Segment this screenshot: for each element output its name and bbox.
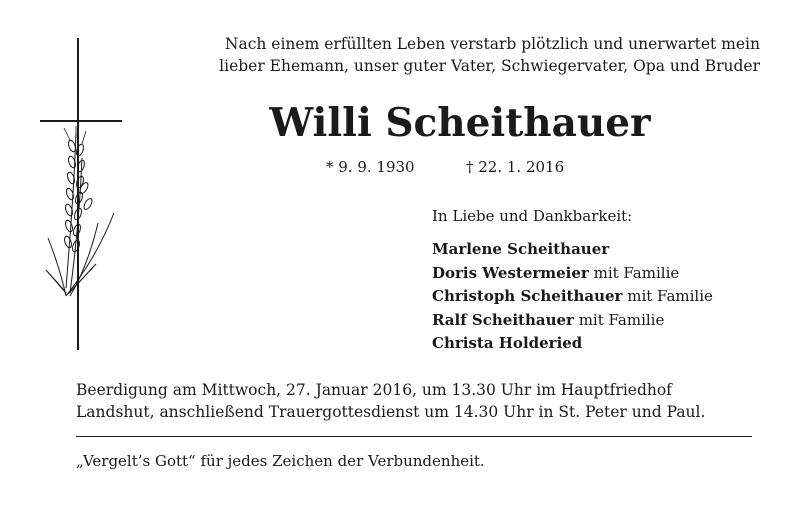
death-date: † 22. 1. 2016	[466, 158, 565, 176]
mourners-list	[432, 238, 713, 356]
funeral-line: Landshut, anschließend Trauergottesdienst um 14.30 Uhr in St. Peter und Paul.	[76, 403, 706, 421]
mourner-entry	[432, 238, 713, 262]
intro-text	[150, 33, 760, 77]
cross-with-wheat-icon	[36, 38, 126, 354]
mourner-entry	[432, 332, 713, 356]
funeral-details	[76, 379, 752, 423]
divider	[76, 436, 752, 437]
mourner-entry	[432, 309, 713, 333]
deceased-name: Willi Scheithauer	[269, 100, 651, 146]
mourner-suffix: mit Familie	[622, 287, 713, 305]
mourner-entry	[432, 285, 713, 309]
mourner-name: Marlene Scheithauer	[432, 240, 610, 258]
mourner-name: Christoph Scheithauer	[432, 287, 623, 305]
thanks-line: In Liebe und Dankbarkeit:	[432, 207, 633, 225]
mourner-entry	[432, 262, 713, 286]
mourner-name: Ralf Scheithauer	[432, 310, 574, 329]
mourner-name: Doris Westermeier	[432, 263, 589, 282]
mourner-suffix: mit Familie	[588, 263, 680, 282]
mourner-suffix: mit Familie	[573, 310, 665, 329]
intro-line: lieber Ehemann, unser guter Vater, Schwiegervater, Opa und Bruder	[219, 57, 760, 75]
mourner-name: Christa Holderied	[432, 334, 583, 352]
birth-date: * 9. 9. 1930	[326, 158, 415, 176]
funeral-line: Beerdigung am Mittwoch, 27. Januar 2016, um 13.30 Uhr im Hauptfriedhof	[76, 381, 672, 399]
intro-line: Nach einem erfüllten Leben verstarb plötzlich und unerwartet mein	[224, 35, 760, 53]
closing-line: „Vergelt’s Gott“ für jedes Zeichen der Verbundenheit.	[76, 452, 485, 470]
